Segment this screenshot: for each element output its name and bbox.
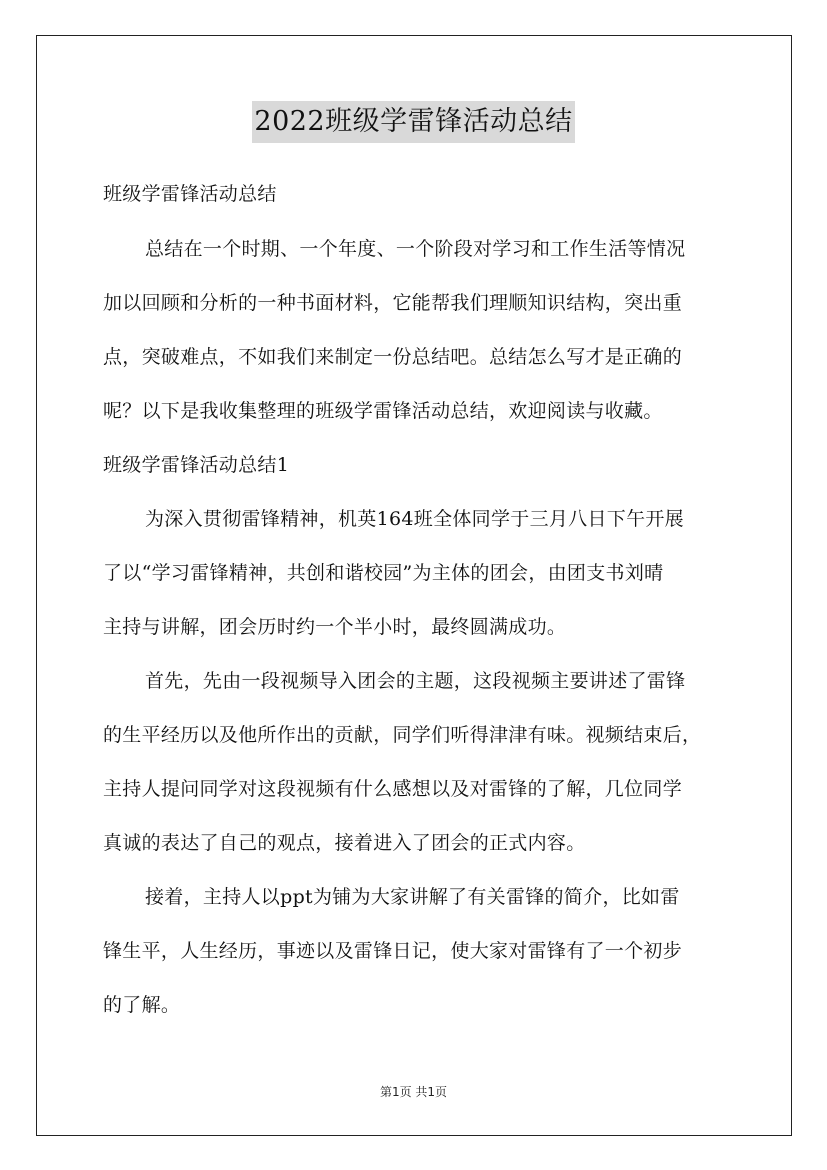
paragraph-line: 的生平经历以及他所作出的贡献，同学们听得津津有味。视频结束后，	[103, 724, 702, 746]
paragraph-line: 点，突破难点，不如我们来制定一份总结吧。总结怎么写才是正确的	[103, 346, 683, 368]
paragraph-line: 的了解。	[103, 994, 181, 1016]
paragraph-line: 为深入贯彻雷锋精神，机英164班全体同学于三月八日下午开展	[145, 508, 684, 530]
paragraph-line: 接着，主持人以ppt为铺为大家讲解了有关雷锋的简介，比如雷	[145, 886, 680, 908]
title-container	[0, 101, 827, 143]
paragraph-line: 主持人提问同学对这段视频有什么感想以及对雷锋的了解，几位同学	[103, 778, 683, 800]
paragraph-line: 锋生平，人生经历，事迹以及雷锋日记，使大家对雷锋有了一个初步	[103, 940, 683, 962]
paragraph-line: 首先，先由一段视频导入团会的主题，这段视频主要讲述了雷锋	[145, 670, 686, 692]
paragraph-line: 总结在一个时期、一个年度、一个阶段对学习和工作生活等情况	[145, 238, 686, 260]
document-title: 2022班级学雷锋活动总结	[252, 101, 574, 143]
paragraph-line: 了以“学习雷锋精神，共创和谐校园”为主体的团会，由团支书刘晴	[103, 562, 664, 584]
paragraph-line: 真诚的表达了自己的观点，接着进入了团会的正式内容。	[103, 832, 586, 854]
paragraph-line: 主持与讲解，团会历时约一个半小时，最终圆满成功。	[103, 616, 567, 638]
paragraph-line: 加以回顾和分析的一种书面材料，它能帮我们理顺知识结构，突出重	[103, 292, 683, 314]
paragraph-line: 呢？以下是我收集整理的班级学雷锋活动总结，欢迎阅读与收藏。	[103, 400, 663, 422]
section-heading: 班级学雷锋活动总结1	[103, 454, 290, 476]
page-footer: 第1页 共1页	[379, 1085, 448, 1099]
document-subtitle: 班级学雷锋活动总结	[103, 183, 277, 205]
